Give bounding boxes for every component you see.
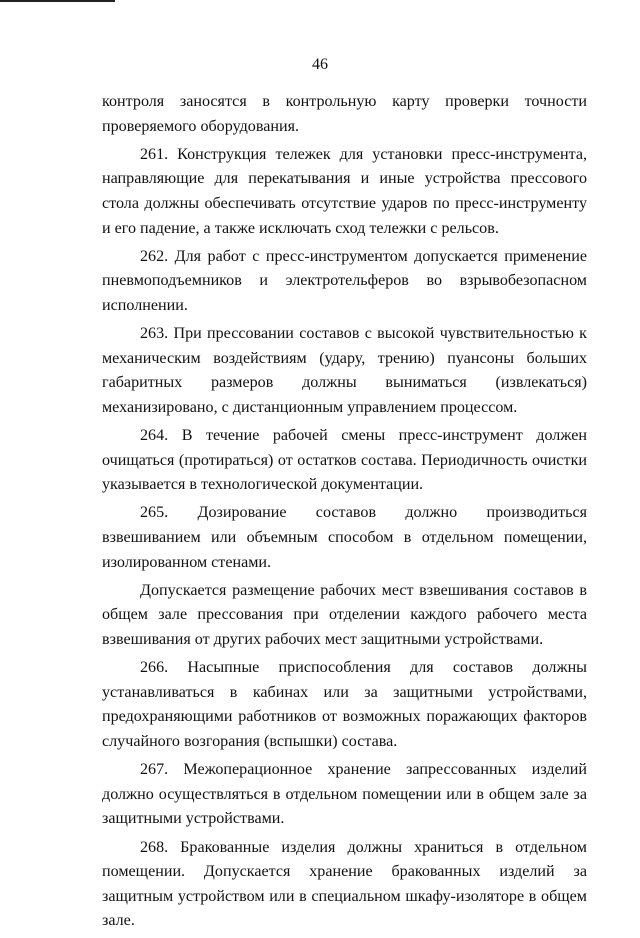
paragraph-261: 261. Конструкция тележек для установки пресс-инструмента, направляющие для перекатывания и иные устройства прессового стола должны обеспечивать отсутствие ударов по пресс-инструменту и его падение, а также исключать сход тележки с рельсов. <box>102 145 587 237</box>
paragraph-266: 266. Насыпные приспособления для составов должны устанавливаться в кабинах или за защитными устройствами, предохраняющими работников от возможных поражающих факторов случайного возгорания (вспышки) состава. <box>102 659 587 750</box>
paragraph-265: 265. Дозирование составов должно производиться взвешиванием или объемным способом в отдельном помещении, изолированном стенами. <box>102 504 587 571</box>
paragraph-268: 268. Бракованные изделия должны храниться в отдельном помещении. Допускается хранение бракованных изделий за защитным устройством или в специальном шкафу-изоляторе в общем зале. <box>102 838 587 930</box>
paragraph-265-note: Допускается размещение рабочих мест взвешивания составов в общем зале прессования при отделении каждого рабочего места взвешивания от других рабочих мест защитными устройствами. <box>102 581 587 649</box>
paragraph-262: 262. Для работ с пресс-инструментом допускается применение пневмоподъемников и электротельферов во взрывобезопасном исполнении. <box>102 247 587 314</box>
paragraph-264: 264. В течение рабочей смены пресс-инструмент должен очищаться (протираться) от остатков состава. Периодичность очистки указывается в технологической документации. <box>102 427 587 494</box>
paragraph-continuation: контроля заносятся в контрольную карту проверки точности проверяемого оборудования. <box>102 93 587 135</box>
page-number: 46 <box>312 56 328 73</box>
document-body <box>102 90 587 938</box>
paragraph-267: 267. Межоперационное хранение запрессованных изделий должно осуществляться в отдельном помещении или в общем зале за защитными устройствами. <box>102 761 587 828</box>
top-rule <box>0 0 115 2</box>
paragraph-263: 263. При прессовании составов с высокой чувствительностью к механическим воздействиям (удару, трению) пуансоны больших габаритных размеров должны выниматься (извлекаться) механизировано, с дистанционным управлением процессом. <box>102 325 587 416</box>
